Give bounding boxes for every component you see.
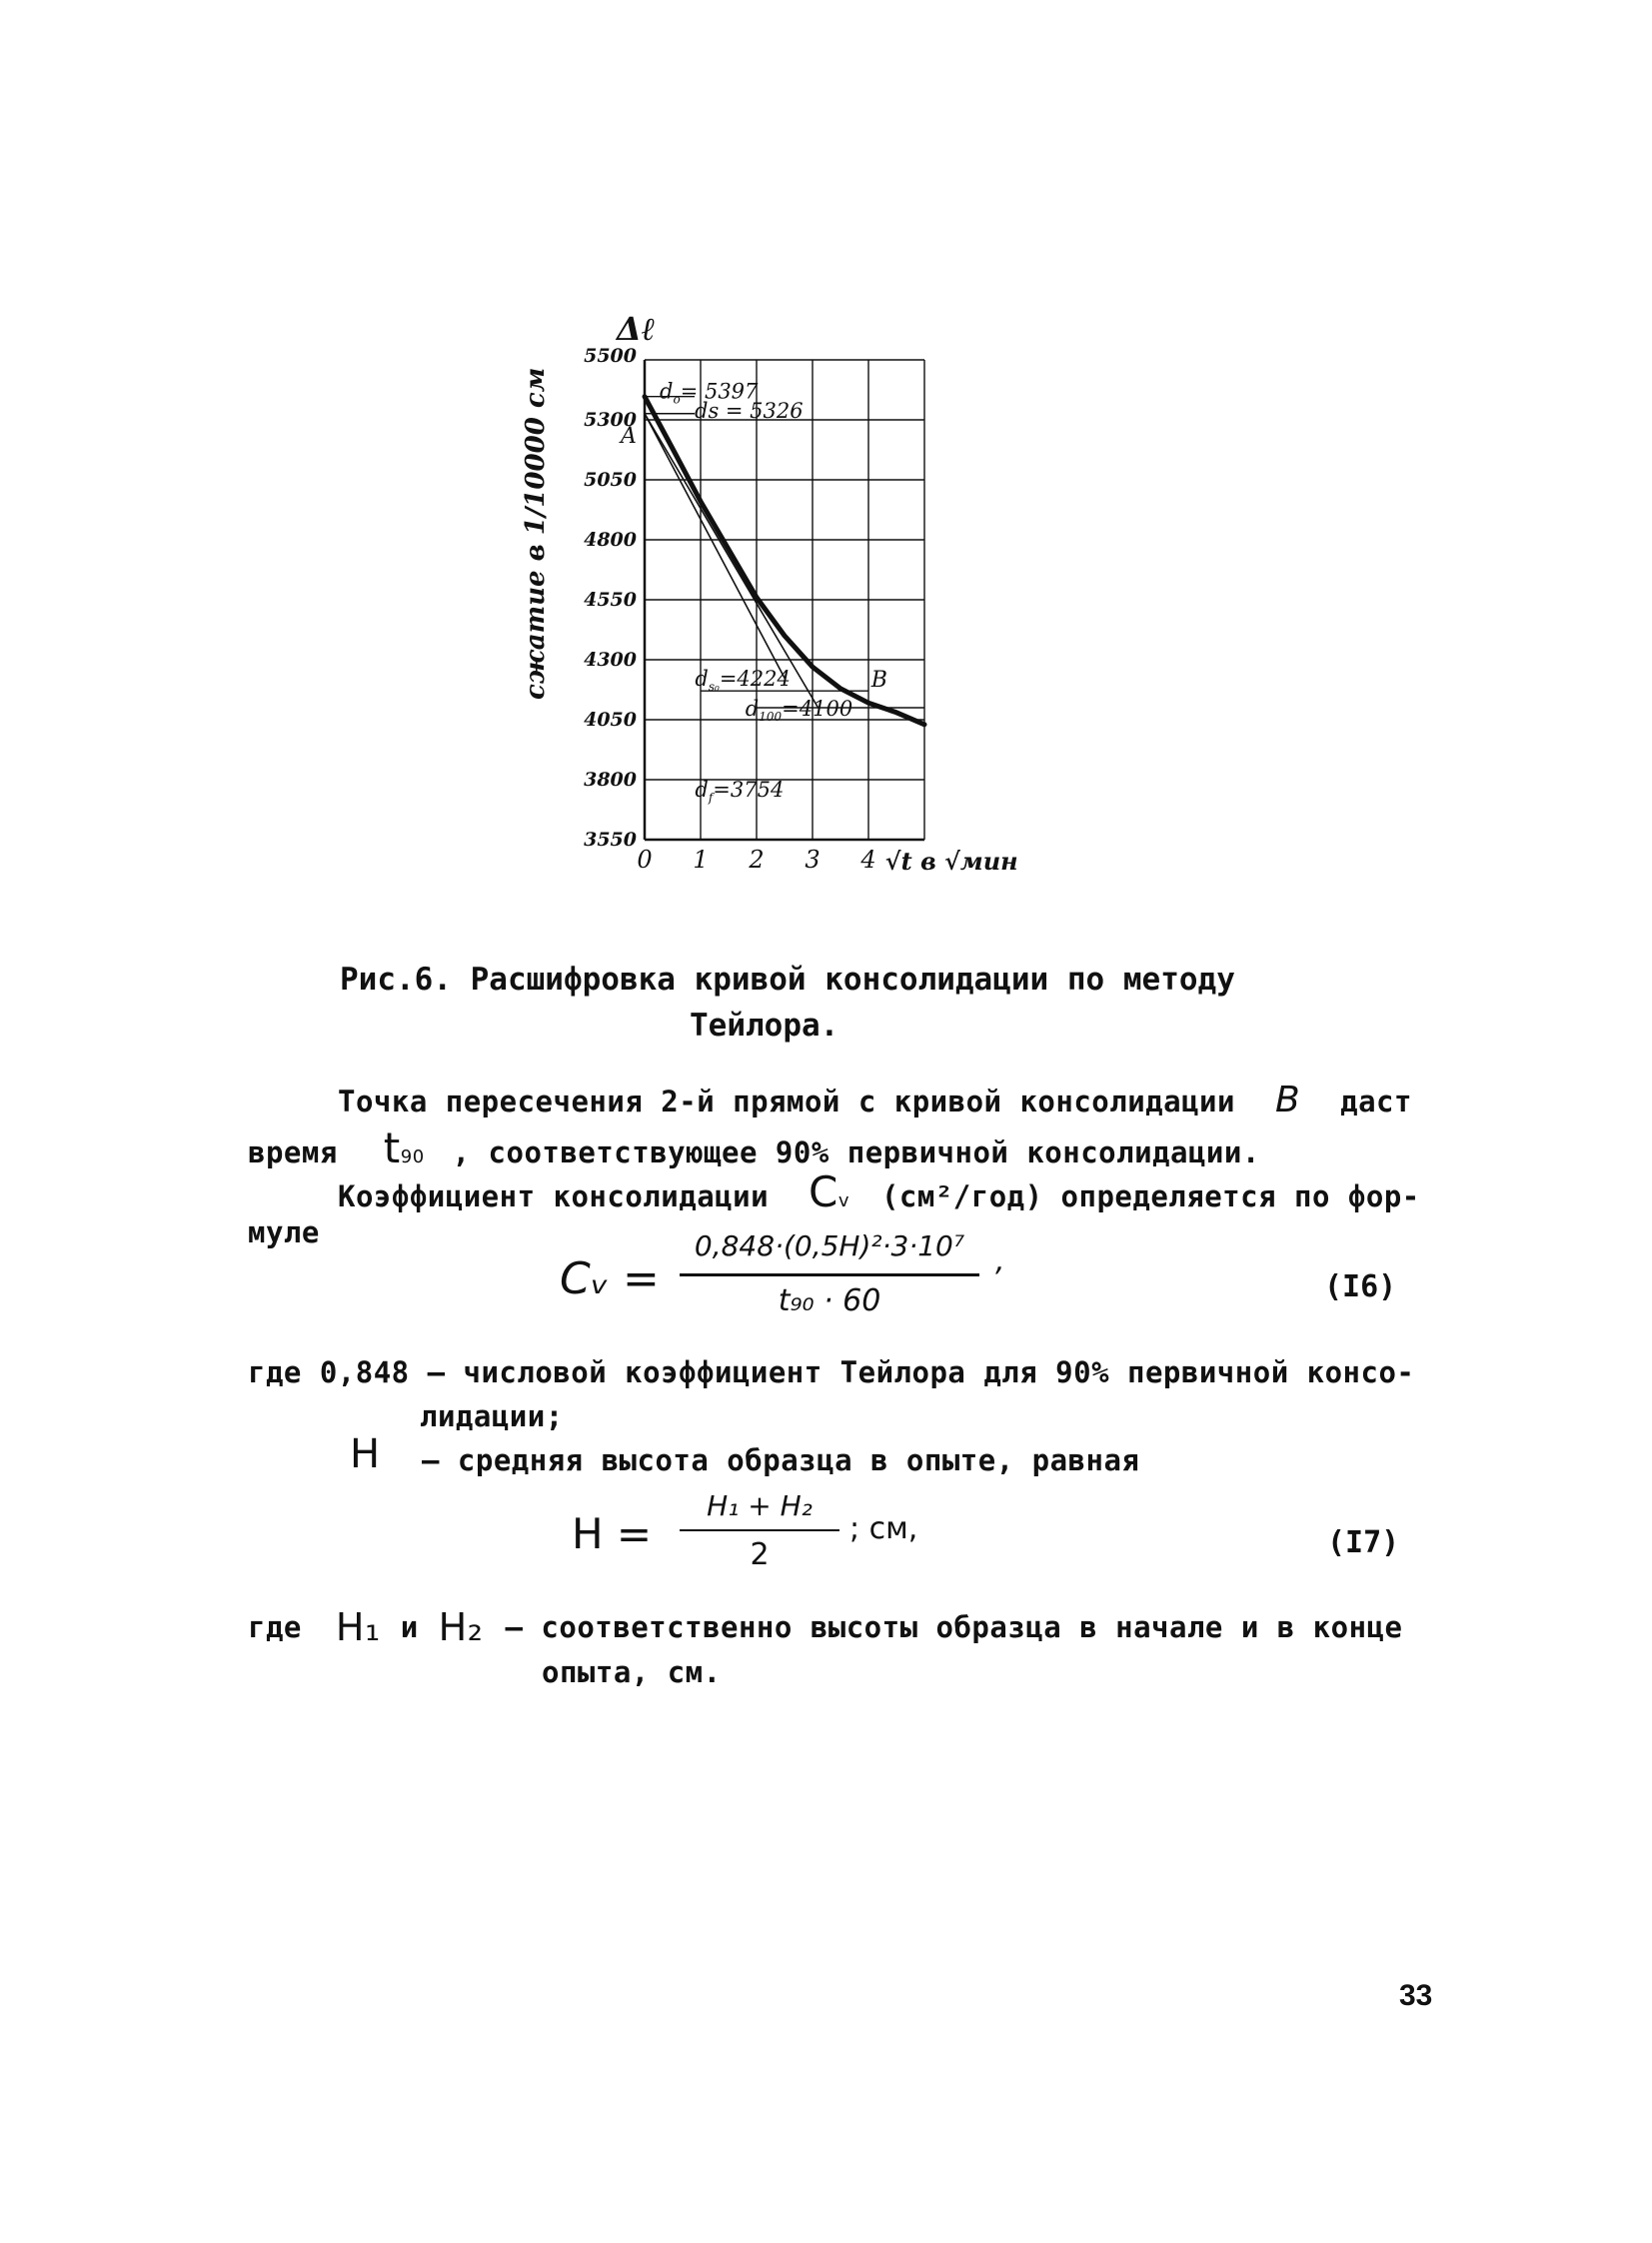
y-tick-label: 3550: [584, 829, 637, 851]
formula16-trailer: ,: [995, 1243, 1005, 1278]
where2-prefix: где: [248, 1610, 302, 1644]
x-tick-label: 0: [637, 846, 653, 874]
page-number: 33: [1399, 1979, 1433, 2012]
para1-text-d: , соответствующее 90% первичной консолидации.: [452, 1135, 1260, 1169]
x-tick-label: 1: [693, 846, 709, 874]
equation-number-17: (I7): [1327, 1525, 1400, 1560]
second-straight-line: [645, 414, 819, 708]
x-tick-label: 2: [749, 846, 765, 874]
first-straight-line: [645, 414, 785, 678]
ds0-annotation: $d_{s_0}=4224$: [695, 667, 791, 695]
formula16-lhs: Cᵥ =: [560, 1253, 660, 1304]
y-tick-label: 5300: [584, 409, 637, 431]
para1-text-c: время: [248, 1135, 338, 1169]
x-tick-label: 3: [805, 846, 821, 874]
formula17-numerator: H₁ + H₂: [707, 1489, 813, 1522]
cv-sub: v: [837, 1190, 849, 1211]
formula16-numerator: 0,848·(0,5H)²·3·10⁷: [694, 1229, 965, 1262]
where1-h-text: – средняя высота образца в опыте, равная: [422, 1443, 1140, 1477]
y-tick-label: 3800: [584, 769, 637, 791]
formula-17: [572, 1489, 991, 1589]
para1-text-b: даст: [1340, 1085, 1412, 1119]
consolidation-chart: [520, 300, 1039, 900]
h1-symbol: H₁: [335, 1605, 381, 1649]
figure-caption-line1: Рис.6. Расшифровка кривой консолидации по методу: [340, 962, 1235, 998]
point-b-label: B: [870, 668, 887, 694]
formula16-fraction-bar: [680, 1273, 979, 1276]
cv-symbol: C: [809, 1167, 838, 1216]
where2-text: – соответственно высоты образца в начале и в конце: [505, 1610, 1403, 1644]
t90-sub: 90: [400, 1146, 425, 1167]
formula17-trailer: ; см,: [849, 1511, 918, 1546]
y-tick-label: 5500: [584, 345, 637, 367]
para2-text-b: (см²/год) определяется по фор-: [880, 1179, 1420, 1213]
d100-annotation: $d_{100}=4100$: [745, 697, 853, 724]
where1-line1: где 0,848 – числовой коэффициент Тейлора для 90% первичной консо-: [248, 1355, 1415, 1389]
y-tick-label: 4550: [584, 589, 637, 611]
y-tick-label: 4050: [584, 709, 637, 731]
y-tick-label: 4300: [584, 649, 637, 671]
y-axis-symbol: Δℓ: [617, 310, 656, 348]
formula17-denominator: 2: [750, 1537, 770, 1572]
x-axis-title: √t в √мин: [884, 847, 1018, 876]
symbol-b: B: [1274, 1080, 1301, 1121]
h-symbol: H: [350, 1431, 381, 1477]
formula-16: [560, 1229, 1029, 1339]
t90-symbol: t: [383, 1123, 401, 1172]
y-axis-title: сжатие в 1/10000 см: [521, 367, 551, 700]
para1-text-a: Точка пересечения 2-й прямой с кривой консолидации: [338, 1085, 1235, 1119]
where1-line2: лидации;: [420, 1399, 564, 1433]
chart-grid: [645, 360, 924, 840]
formula16-denominator: t₉₀ · 60: [778, 1283, 881, 1318]
ds-annotation: ds = 5326: [695, 398, 804, 423]
d0-annotation: $d_o= 5397$: [660, 379, 759, 407]
formula17-lhs: H =: [572, 1509, 653, 1558]
figure-caption-line2: Тейлора.: [690, 1008, 839, 1044]
where2-line1: [248, 1605, 1402, 1649]
para2-line1: [338, 1167, 1420, 1216]
h2-symbol: H₂: [438, 1605, 484, 1649]
para1-line1: [338, 1080, 1412, 1121]
para2-line2: муле: [248, 1215, 320, 1249]
x-tick-label: 4: [860, 846, 876, 874]
para2-text-a: Коэффициент консолидации: [338, 1179, 770, 1213]
y-tick-label: 5050: [584, 469, 637, 491]
point-a-label: A: [621, 423, 637, 449]
chart-labels: [521, 310, 1018, 876]
where2-conj: и: [400, 1610, 419, 1644]
equation-number-16: (I6): [1324, 1269, 1397, 1304]
formula17-fraction-bar: [680, 1529, 839, 1531]
df-annotation: $d_f=3754$: [695, 778, 785, 806]
y-tick-label: 4800: [584, 529, 637, 551]
where2-line2: опыта, см.: [542, 1655, 722, 1689]
para1-line2: [248, 1123, 1260, 1172]
